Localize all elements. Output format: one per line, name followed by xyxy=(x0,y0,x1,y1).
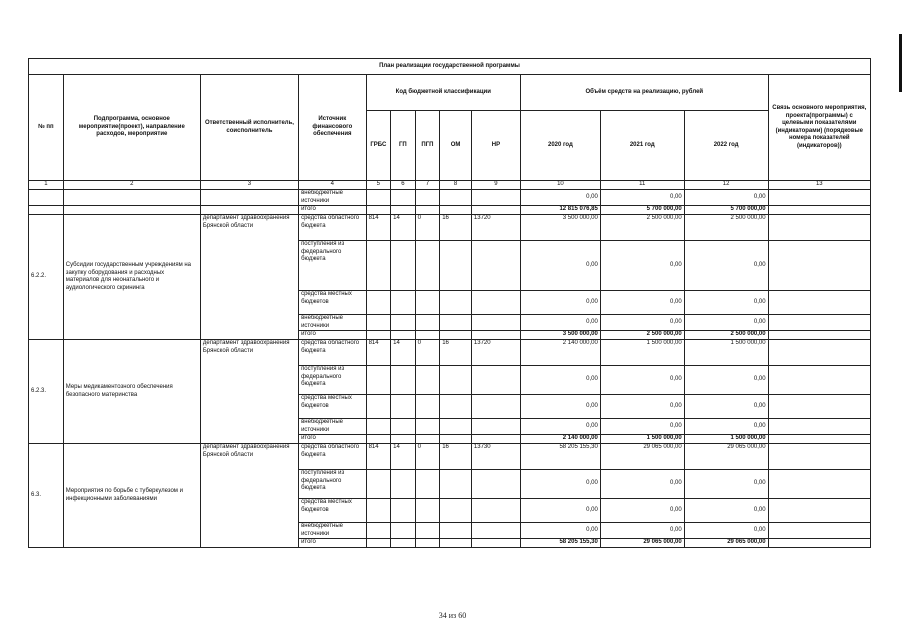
header-pgp: ПГП xyxy=(415,111,440,181)
header-gp: ГП xyxy=(391,111,416,181)
program-plan-table xyxy=(28,58,871,548)
value-2021: 0,00 xyxy=(600,470,684,499)
om-cell xyxy=(440,435,472,444)
value-2022: 0,00 xyxy=(684,241,768,291)
pgp-cell xyxy=(415,315,440,331)
indicator-link xyxy=(768,435,870,444)
np-cell xyxy=(471,315,520,331)
np-cell xyxy=(471,419,520,435)
col-number: 2 xyxy=(63,181,200,190)
om-cell xyxy=(440,315,472,331)
pgp-cell xyxy=(415,291,440,315)
pgp-cell xyxy=(415,419,440,435)
value-2021: 0,00 xyxy=(600,291,684,315)
np-cell xyxy=(471,523,520,539)
pgp-cell: 0 xyxy=(415,340,440,366)
executor: департамент здравоохранения Брянской области xyxy=(200,340,298,444)
np-cell xyxy=(471,366,520,395)
header-program: Подпрограмма, основное мероприятие(проект), направление расходов, мероприятие xyxy=(63,75,200,181)
indicator-link xyxy=(768,215,870,241)
om-cell xyxy=(440,539,472,548)
value-2021: 5 700 000,00 xyxy=(600,206,684,215)
grbs-cell xyxy=(366,499,391,523)
executor: департамент здравоохранения Брянской области xyxy=(200,444,298,548)
grbs-cell xyxy=(366,241,391,291)
pgp-cell xyxy=(415,435,440,444)
om-cell xyxy=(440,241,472,291)
header-no: № пп xyxy=(29,75,64,181)
value-2021: 2 500 000,00 xyxy=(600,215,684,241)
gp-cell xyxy=(391,291,416,315)
header-2020: 2020 год xyxy=(521,111,601,181)
grbs-cell xyxy=(366,331,391,340)
source-cell: средства областного бюджета xyxy=(299,340,367,366)
header-om: ОМ xyxy=(440,111,472,181)
grbs-cell xyxy=(366,315,391,331)
value-2021: 1 500 000,00 xyxy=(600,435,684,444)
pgp-cell: 0 xyxy=(415,215,440,241)
source-cell: средства областного бюджета xyxy=(299,444,367,470)
gp-cell xyxy=(391,395,416,419)
source-cell: итого xyxy=(299,331,367,340)
value-2020: 0,00 xyxy=(521,419,601,435)
header-grbs: ГРБС xyxy=(366,111,391,181)
indicator-link xyxy=(768,331,870,340)
gp-cell xyxy=(391,419,416,435)
gp-cell xyxy=(391,241,416,291)
indicator-link xyxy=(768,419,870,435)
value-2022: 0,00 xyxy=(684,470,768,499)
grbs-cell xyxy=(366,291,391,315)
header-2021: 2021 год xyxy=(600,111,684,181)
grbs-cell xyxy=(366,470,391,499)
gp-cell: 14 xyxy=(391,444,416,470)
value-2022: 2 500 000,00 xyxy=(684,331,768,340)
value-2021: 0,00 xyxy=(600,419,684,435)
col-number: 11 xyxy=(600,181,684,190)
source-cell: средства местных бюджетов xyxy=(299,499,367,523)
value-2022: 0,00 xyxy=(684,523,768,539)
value-2020: 0,00 xyxy=(521,366,601,395)
np-cell xyxy=(471,395,520,419)
value-2020: 0,00 xyxy=(521,395,601,419)
value-2022: 0,00 xyxy=(684,315,768,331)
value-2020: 0,00 xyxy=(521,190,601,206)
source-cell: средства областного бюджета xyxy=(299,215,367,241)
value-2020: 12 815 076,85 xyxy=(521,206,601,215)
col-number: 6 xyxy=(391,181,416,190)
value-2021: 0,00 xyxy=(600,366,684,395)
indicator-link xyxy=(768,340,870,366)
value-2021: 0,00 xyxy=(600,190,684,206)
col-number: 10 xyxy=(521,181,601,190)
header-source: Источник финансового обеспечения xyxy=(299,75,367,181)
header-np: НР xyxy=(471,111,520,181)
header-executor: Ответственный исполнитель, соисполнитель xyxy=(200,75,298,181)
value-2020: 0,00 xyxy=(521,291,601,315)
pgp-cell xyxy=(415,241,440,291)
gp-cell xyxy=(391,331,416,340)
grbs-cell xyxy=(366,395,391,419)
indicator-link xyxy=(768,241,870,291)
row-number: 6.2.3. xyxy=(29,340,64,444)
value-2021: 0,00 xyxy=(600,395,684,419)
pgp-cell xyxy=(415,539,440,548)
carry-total-row xyxy=(29,206,871,215)
grbs-cell: 814 xyxy=(366,340,391,366)
indicator-link xyxy=(768,470,870,499)
np-cell xyxy=(471,241,520,291)
om-cell xyxy=(440,395,472,419)
value-2022: 0,00 xyxy=(684,395,768,419)
om-cell xyxy=(440,331,472,340)
col-number: 1 xyxy=(29,181,64,190)
pgp-cell: 0 xyxy=(415,444,440,470)
source-cell: итого xyxy=(299,435,367,444)
source-cell: итого xyxy=(299,539,367,548)
grbs-cell xyxy=(366,419,391,435)
header-link: Связь основного мероприятия, проекта(программы) с целевыми показателями (индикаторами) (порядковые номера показателей (индикаторов)) xyxy=(768,75,870,181)
col-number: 7 xyxy=(415,181,440,190)
value-2021: 0,00 xyxy=(600,315,684,331)
om-cell xyxy=(440,291,472,315)
value-2021: 29 065 000,00 xyxy=(600,444,684,470)
value-2022: 29 065 000,00 xyxy=(684,444,768,470)
value-2022: 0,00 xyxy=(684,419,768,435)
header-budget-code: Код бюджетной классификации xyxy=(366,75,520,111)
value-2020: 58 205 155,30 xyxy=(521,444,601,470)
col-number: 8 xyxy=(440,181,472,190)
value-2022: 1 500 000,00 xyxy=(684,435,768,444)
om-cell xyxy=(440,523,472,539)
np-cell xyxy=(471,539,520,548)
np-cell: 13720 xyxy=(471,340,520,366)
om-cell xyxy=(440,470,472,499)
source-cell: средства местных бюджетов xyxy=(299,395,367,419)
value-2022: 0,00 xyxy=(684,291,768,315)
executor: департамент здравоохранения Брянской области xyxy=(200,215,298,340)
source-cell: средства местных бюджетов xyxy=(299,291,367,315)
value-2020: 0,00 xyxy=(521,523,601,539)
grbs-cell: 814 xyxy=(366,444,391,470)
gp-cell xyxy=(391,315,416,331)
value-2022: 0,00 xyxy=(684,190,768,206)
pgp-cell xyxy=(415,395,440,419)
indicator-link xyxy=(768,366,870,395)
indicator-link xyxy=(768,499,870,523)
value-2021: 2 500 000,00 xyxy=(600,331,684,340)
value-2020: 0,00 xyxy=(521,315,601,331)
pgp-cell xyxy=(415,366,440,395)
gp-cell: 14 xyxy=(391,215,416,241)
gp-cell xyxy=(391,470,416,499)
value-2020: 0,00 xyxy=(521,241,601,291)
gp-cell xyxy=(391,366,416,395)
om-cell: 16 xyxy=(440,340,472,366)
source-cell: внебюджетные источники xyxy=(299,419,367,435)
page-number: 34 из 60 xyxy=(438,611,467,620)
value-2022: 0,00 xyxy=(684,499,768,523)
gp-cell xyxy=(391,499,416,523)
np-cell xyxy=(471,331,520,340)
indicator-link xyxy=(768,291,870,315)
grbs-cell: 814 xyxy=(366,215,391,241)
col-number: 12 xyxy=(684,181,768,190)
column-numbers-row xyxy=(29,181,871,190)
gp-cell xyxy=(391,435,416,444)
source-cell: внебюджетные источники xyxy=(299,523,367,539)
funding-row xyxy=(29,444,871,470)
col-number: 9 xyxy=(471,181,520,190)
source-cell: итого xyxy=(299,206,367,215)
measure-name: Меры медикаментозного обеспечения безопасного материнства xyxy=(63,340,200,444)
pgp-cell xyxy=(415,499,440,523)
value-2022: 0,00 xyxy=(684,366,768,395)
row-number: 6.2.2. xyxy=(29,215,64,340)
gp-cell xyxy=(391,523,416,539)
grbs-cell xyxy=(366,366,391,395)
source-cell: внебюджетные источники xyxy=(299,315,367,331)
col-number: 5 xyxy=(366,181,391,190)
np-cell xyxy=(471,499,520,523)
value-2021: 1 500 000,00 xyxy=(600,340,684,366)
gp-cell: 14 xyxy=(391,340,416,366)
grbs-cell xyxy=(366,539,391,548)
col-number: 13 xyxy=(768,181,870,190)
value-2020: 58 205 155,30 xyxy=(521,539,601,548)
value-2022: 1 500 000,00 xyxy=(684,340,768,366)
source-cell: поступления из федерального бюджета xyxy=(299,470,367,499)
grbs-cell xyxy=(366,435,391,444)
om-cell xyxy=(440,366,472,395)
value-2022: 29 065 000,00 xyxy=(684,539,768,548)
indicator-link xyxy=(768,395,870,419)
np-cell: 13720 xyxy=(471,215,520,241)
header-2022: 2022 год xyxy=(684,111,768,181)
row-number: 6.3. xyxy=(29,444,64,548)
pgp-cell xyxy=(415,331,440,340)
value-2022: 2 500 000,00 xyxy=(684,215,768,241)
np-cell xyxy=(471,435,520,444)
carry-row xyxy=(29,190,871,206)
gp-cell xyxy=(391,539,416,548)
value-2020: 3 500 000,00 xyxy=(521,331,601,340)
measure-name: Субсидии государственным учреждениям на закупку оборудования и расходных материалов для неонатального и аудиологического скрининга xyxy=(63,215,200,340)
om-cell xyxy=(440,419,472,435)
indicator-link xyxy=(768,315,870,331)
value-2020: 0,00 xyxy=(521,499,601,523)
value-2021: 0,00 xyxy=(600,241,684,291)
value-2020: 3 500 000,00 xyxy=(521,215,601,241)
value-2021: 29 065 000,00 xyxy=(600,539,684,548)
indicator-link xyxy=(768,444,870,470)
page-edge-mark xyxy=(899,34,902,92)
table-title: План реализации государственной программы xyxy=(29,59,871,75)
np-cell xyxy=(471,291,520,315)
source-cell: внебюджетные источники xyxy=(299,190,367,206)
value-2021: 0,00 xyxy=(600,523,684,539)
value-2022: 5 700 000,00 xyxy=(684,206,768,215)
indicator-link xyxy=(768,539,870,548)
np-cell xyxy=(471,470,520,499)
source-cell: поступления из федерального бюджета xyxy=(299,241,367,291)
header-volume: Объём средств на реализацию, рублей xyxy=(521,75,769,111)
source-cell: поступления из федерального бюджета xyxy=(299,366,367,395)
col-number: 3 xyxy=(200,181,298,190)
funding-row xyxy=(29,340,871,366)
pgp-cell xyxy=(415,523,440,539)
pgp-cell xyxy=(415,470,440,499)
col-number: 4 xyxy=(299,181,367,190)
om-cell: 16 xyxy=(440,444,472,470)
funding-row xyxy=(29,215,871,241)
indicator-link xyxy=(768,523,870,539)
np-cell: 13730 xyxy=(471,444,520,470)
value-2021: 0,00 xyxy=(600,499,684,523)
value-2020: 2 140 000,00 xyxy=(521,435,601,444)
measure-name: Мероприятия по борьбе с туберкулезом и инфекционными заболеваниями xyxy=(63,444,200,548)
om-cell: 16 xyxy=(440,215,472,241)
grbs-cell xyxy=(366,523,391,539)
om-cell xyxy=(440,499,472,523)
value-2020: 2 140 000,00 xyxy=(521,340,601,366)
value-2020: 0,00 xyxy=(521,470,601,499)
